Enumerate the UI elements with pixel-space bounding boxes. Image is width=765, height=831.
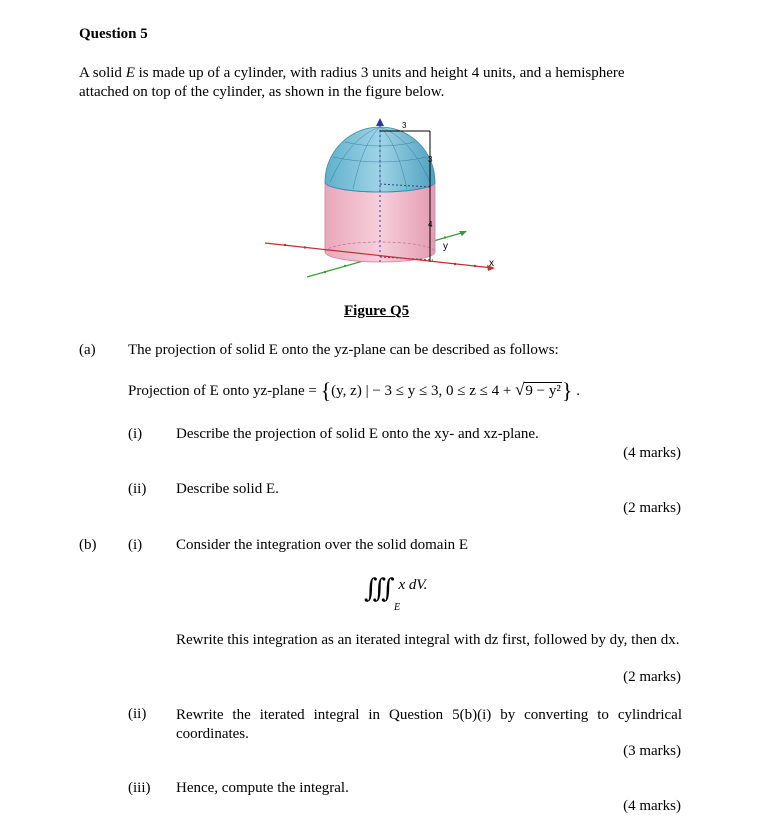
part-b-ii-label: (ii) <box>128 706 147 722</box>
hemisphere-height-label: 3 <box>428 155 433 164</box>
part-b-ii-text: Rewrite the iterated integral in Question 5(b)(i) by converting to cylindrical coordinates. <box>176 707 682 742</box>
part-b-i-label: (i) <box>128 537 143 553</box>
part-a-label: (a) <box>79 342 96 358</box>
part-a-i-label: (i) <box>128 426 143 442</box>
integrand: x dV. <box>398 577 428 593</box>
part-b-iii-label: (iii) <box>128 780 151 796</box>
part-a-ii-label: (ii) <box>128 481 147 497</box>
triple-integral <box>364 574 428 613</box>
x-axis-label: x <box>489 258 494 269</box>
intro-solid-symbol: E <box>125 65 135 81</box>
part-a-i-marks: (4 marks) <box>623 445 681 461</box>
figure-caption: Figure Q5 <box>344 303 410 319</box>
part-a-ii-text: Describe solid E. <box>176 481 279 497</box>
intro-paragraph <box>79 64 689 102</box>
radius-label: 3 <box>402 121 407 130</box>
part-b-iii-text: Hence, compute the integral. <box>176 780 349 796</box>
part-b-ii-marks: (3 marks) <box>623 743 681 759</box>
projection-formula: Projection of E onto yz-plane = {(y, z) | − 3 ≤ y ≤ 3, 0 ≤ z ≤ 4 + √9 − y²} . <box>128 378 580 403</box>
projection-set: (y, z) | − 3 ≤ y ≤ 3, 0 ≤ z ≤ 4 + <box>331 383 516 399</box>
z-axis-arrow <box>376 118 384 126</box>
part-b-label: (b) <box>79 537 97 553</box>
part-a-i-text: Describe the projection of solid E onto the xy- and xz-plane. <box>176 426 539 442</box>
part-b-i-marks: (2 marks) <box>623 669 681 685</box>
part-b-i-rewrite: Rewrite this integration as an iterated integral with dz first, followed by dy, then dx. <box>176 632 680 648</box>
part-a-statement: The projection of solid E onto the yz-plane can be described as follows: <box>128 342 559 358</box>
question-heading: Question 5 <box>79 26 148 42</box>
part-b-i-text: Consider the integration over the solid domain E <box>176 537 469 553</box>
intro-text-2: is made up of a cylinder, with radius 3 units and height 4 units, and a hemisphere <box>134 65 625 81</box>
cylinder-height-label: 4 <box>428 220 433 229</box>
integral-sign: ∭ <box>364 574 395 603</box>
projection-sqrt-body: 9 − y² <box>525 383 561 399</box>
intro-text-3: attached on top of the cylinder, as shown in the figure below. <box>79 84 445 100</box>
projection-prefix: Projection of E onto yz-plane = <box>128 383 321 399</box>
intro-text-1: A solid <box>79 65 126 81</box>
integral-subscript: E <box>394 602 401 613</box>
figure-q5 <box>255 112 515 292</box>
part-a-ii-marks: (2 marks) <box>623 500 681 516</box>
part-b-iii-marks: (4 marks) <box>623 798 681 814</box>
y-axis-label: y <box>443 241 448 252</box>
